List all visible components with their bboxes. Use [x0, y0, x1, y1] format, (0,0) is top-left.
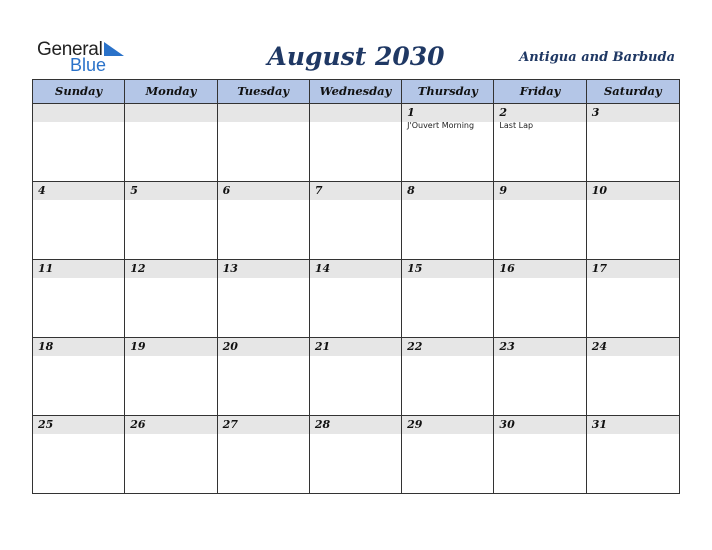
day-cell — [33, 182, 125, 259]
day-cell — [402, 104, 494, 181]
date-strip — [494, 104, 585, 122]
date-strip — [310, 182, 401, 200]
date-strip — [310, 104, 401, 122]
day-cell — [125, 338, 217, 415]
day-number: 2 — [499, 106, 508, 119]
day-number: 5 — [130, 184, 138, 197]
day-cell — [402, 260, 494, 337]
day-cell — [494, 182, 586, 259]
day-cell — [587, 416, 679, 493]
day-cell — [587, 182, 679, 259]
weekday-saturday: Saturday — [604, 84, 662, 98]
logo-text-blue: Blue — [70, 55, 107, 75]
day-number: 14 — [314, 262, 331, 275]
day-cell — [125, 416, 217, 493]
logo-text-general: General — [37, 39, 103, 60]
day-cell — [125, 260, 217, 337]
day-number: 20 — [222, 340, 238, 353]
day-cell — [218, 338, 310, 415]
day-number: 16 — [499, 262, 515, 275]
day-number: 18 — [38, 340, 54, 353]
day-cell — [218, 182, 310, 259]
day-number: 27 — [222, 418, 238, 431]
day-cell — [587, 260, 679, 337]
day-number: 13 — [222, 262, 238, 275]
day-cell — [402, 338, 494, 415]
weekday-sunday: Sunday — [33, 80, 125, 103]
weeks-container — [33, 104, 679, 493]
day-number: 17 — [591, 262, 608, 275]
day-number: 15 — [407, 262, 423, 275]
day-cell — [587, 338, 679, 415]
day-cell — [310, 416, 402, 493]
day-number: 6 — [222, 184, 231, 197]
day-cell — [310, 182, 402, 259]
date-strip — [218, 104, 309, 122]
day-number: 12 — [130, 262, 146, 275]
week-row — [33, 260, 679, 338]
day-number: 25 — [38, 418, 54, 431]
date-strip — [125, 104, 216, 122]
day-number: 11 — [38, 262, 54, 275]
day-number: 9 — [499, 184, 508, 197]
date-strip — [587, 104, 679, 122]
day-number: 30 — [499, 418, 515, 431]
day-number: 10 — [591, 184, 608, 197]
day-cell — [587, 104, 679, 181]
week-row — [33, 338, 679, 416]
day-cell — [494, 338, 586, 415]
date-strip — [218, 182, 309, 200]
day-cell — [402, 416, 494, 493]
day-number: 23 — [499, 340, 515, 353]
day-cell — [218, 416, 310, 493]
calendar-grid — [32, 79, 680, 494]
day-cell — [33, 416, 125, 493]
weekday-header-row — [33, 80, 679, 104]
day-cell — [125, 182, 217, 259]
day-cell — [310, 104, 402, 181]
date-strip — [494, 182, 585, 200]
week-row — [33, 104, 679, 182]
day-cell — [310, 260, 402, 337]
calendar-title: August 2030 — [267, 42, 445, 71]
weekday-tuesday: Tuesday — [218, 80, 310, 103]
day-cell — [33, 338, 125, 415]
day-number: 1 — [407, 106, 415, 119]
week-row — [33, 182, 679, 260]
day-cell — [218, 260, 310, 337]
day-number: 31 — [591, 418, 608, 431]
day-number: 8 — [407, 184, 415, 197]
weekday-thursday: Thursday — [402, 80, 494, 103]
day-number: 3 — [591, 106, 600, 119]
day-cell — [218, 104, 310, 181]
day-cell — [33, 260, 125, 337]
weekday-friday: Friday — [494, 80, 586, 103]
day-cell — [125, 104, 217, 181]
weekday-monday: Monday — [125, 80, 217, 103]
holiday-label: J'Ouvert Morning — [407, 121, 475, 130]
day-cell — [494, 260, 586, 337]
day-number: 21 — [314, 340, 331, 353]
day-cell — [494, 416, 586, 493]
holiday-label: Last Lap — [499, 121, 534, 130]
day-number: 26 — [130, 418, 146, 431]
day-number: 19 — [130, 340, 146, 353]
date-strip — [33, 182, 124, 200]
date-strip — [33, 104, 124, 122]
day-cell — [33, 104, 125, 181]
date-strip — [125, 182, 216, 200]
date-strip — [402, 104, 493, 122]
day-cell — [310, 338, 402, 415]
day-number: 4 — [38, 184, 46, 197]
day-cell — [402, 182, 494, 259]
country-label: Antigua and Barbuda — [519, 50, 675, 65]
week-row — [33, 416, 679, 493]
date-strip — [402, 182, 493, 200]
day-number: 24 — [591, 340, 608, 353]
day-number: 29 — [407, 418, 423, 431]
day-number: 7 — [314, 184, 323, 197]
day-number: 28 — [314, 418, 331, 431]
day-cell — [494, 104, 586, 181]
weekday-wednesday: Wednesday — [310, 80, 402, 103]
day-number: 22 — [407, 340, 423, 353]
